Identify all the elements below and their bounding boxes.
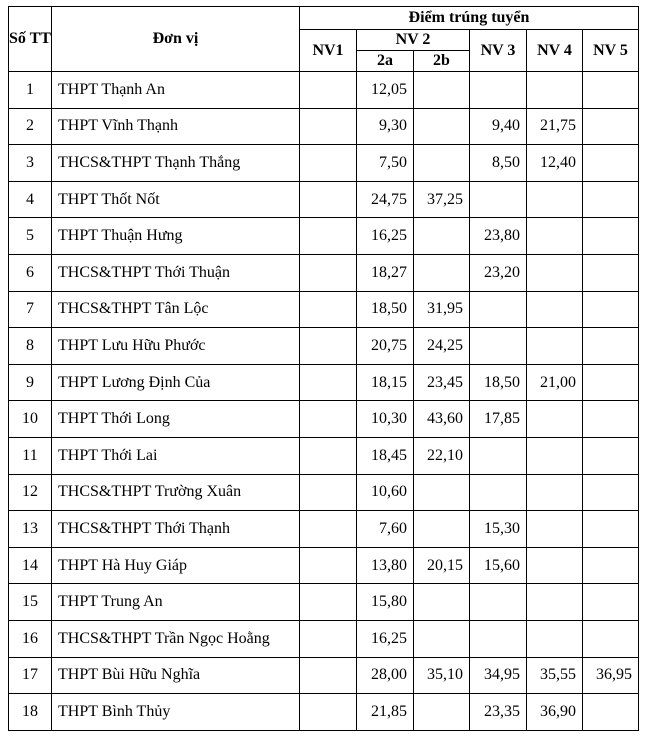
cell-stt: 6: [9, 254, 52, 291]
table-row: [9, 108, 639, 145]
table-row: [9, 328, 639, 365]
cell-nv2b: 31,95: [414, 291, 470, 328]
cell-nv1: [300, 291, 357, 328]
cell-nv3: 8,50: [470, 145, 527, 182]
cell-nv2a: 18,50: [357, 291, 414, 328]
cell-nv5: [583, 218, 639, 255]
cell-nv2b: [414, 511, 470, 548]
header-nv2a: 2a: [357, 51, 414, 72]
cell-don-vi: THCS&THPT Trần Ngọc Hoằng: [52, 620, 300, 657]
cell-nv4: [527, 401, 583, 438]
cell-nv3: [470, 474, 527, 511]
table-row: [9, 474, 639, 511]
cell-nv1: [300, 401, 357, 438]
cell-nv2b: [414, 145, 470, 182]
header-nv2b: 2b: [414, 51, 470, 72]
table-row: [9, 511, 639, 548]
cell-nv1: [300, 108, 357, 145]
cell-nv1: [300, 694, 357, 731]
table-row: [9, 145, 639, 182]
cell-nv2b: 23,45: [414, 364, 470, 401]
table-row: [9, 401, 639, 438]
cell-nv2b: [414, 72, 470, 109]
cell-stt: 3: [9, 145, 52, 182]
cell-nv4: [527, 218, 583, 255]
cell-nv2b: 35,10: [414, 657, 470, 694]
cell-nv4: [527, 254, 583, 291]
cell-nv5: [583, 364, 639, 401]
cell-don-vi: THPT Lưu Hữu Phước: [52, 328, 300, 365]
cell-stt: 2: [9, 108, 52, 145]
cell-stt: 13: [9, 511, 52, 548]
table-row: [9, 437, 639, 474]
cell-nv5: [583, 291, 639, 328]
cell-nv3: [470, 181, 527, 218]
cell-nv2a: 24,75: [357, 181, 414, 218]
cell-nv1: [300, 584, 357, 621]
cell-nv2a: 18,45: [357, 437, 414, 474]
header-stt: Số TT: [9, 7, 52, 72]
table-row: [9, 547, 639, 584]
cell-nv1: [300, 181, 357, 218]
table-row: [9, 218, 639, 255]
table-row: [9, 694, 639, 731]
cell-nv2a: 7,50: [357, 145, 414, 182]
cell-nv5: 36,95: [583, 657, 639, 694]
cell-nv4: 12,40: [527, 145, 583, 182]
cell-nv2b: 37,25: [414, 181, 470, 218]
header-nv2: NV 2: [357, 30, 470, 51]
cell-nv2b: [414, 694, 470, 731]
cell-stt: 15: [9, 584, 52, 621]
cell-don-vi: THPT Vĩnh Thạnh: [52, 108, 300, 145]
cell-don-vi: THPT Bùi Hữu Nghĩa: [52, 657, 300, 694]
cell-nv3: 23,80: [470, 218, 527, 255]
cell-nv5: [583, 474, 639, 511]
cell-don-vi: THPT Thới Lai: [52, 437, 300, 474]
cell-nv2b: 22,10: [414, 437, 470, 474]
cell-nv1: [300, 364, 357, 401]
cell-nv2a: 20,75: [357, 328, 414, 365]
cell-nv5: [583, 584, 639, 621]
cell-don-vi: THCS&THPT Thới Thạnh: [52, 511, 300, 548]
cell-nv4: [527, 620, 583, 657]
header-don-vi: Đơn vị: [52, 7, 300, 72]
cell-nv2b: 43,60: [414, 401, 470, 438]
cell-nv5: [583, 620, 639, 657]
cell-nv3: 15,60: [470, 547, 527, 584]
cell-nv4: [527, 72, 583, 109]
cell-nv1: [300, 254, 357, 291]
cell-nv5: [583, 254, 639, 291]
cell-nv3: 9,40: [470, 108, 527, 145]
cell-nv2a: 21,85: [357, 694, 414, 731]
cell-nv5: [583, 181, 639, 218]
cell-nv4: 35,55: [527, 657, 583, 694]
cell-nv1: [300, 474, 357, 511]
header-nv1: NV1: [300, 30, 357, 72]
cell-nv4: [527, 291, 583, 328]
cell-stt: 10: [9, 401, 52, 438]
cell-nv4: 21,00: [527, 364, 583, 401]
cell-nv3: [470, 437, 527, 474]
cell-nv1: [300, 620, 357, 657]
cell-nv2a: 13,80: [357, 547, 414, 584]
cell-nv3: 23,20: [470, 254, 527, 291]
table-row: [9, 620, 639, 657]
cell-nv5: [583, 108, 639, 145]
cell-nv2a: 9,30: [357, 108, 414, 145]
cell-nv2a: 18,27: [357, 254, 414, 291]
table-row: [9, 584, 639, 621]
cell-nv2b: [414, 108, 470, 145]
cell-nv2a: 16,25: [357, 620, 414, 657]
cell-nv3: 34,95: [470, 657, 527, 694]
cell-nv1: [300, 511, 357, 548]
cell-don-vi: THPT Bình Thủy: [52, 694, 300, 731]
table-row: [9, 254, 639, 291]
cell-stt: 17: [9, 657, 52, 694]
cell-nv1: [300, 72, 357, 109]
cell-nv2b: 20,15: [414, 547, 470, 584]
cell-don-vi: THCS&THPT Tân Lộc: [52, 291, 300, 328]
header-nv4: NV 4: [527, 30, 583, 72]
cell-don-vi: THCS&THPT Trường Xuân: [52, 474, 300, 511]
header-nv5: NV 5: [583, 30, 639, 72]
cell-nv5: [583, 145, 639, 182]
cell-nv2b: 24,25: [414, 328, 470, 365]
table-row: [9, 291, 639, 328]
cell-nv4: [527, 328, 583, 365]
cell-nv5: [583, 437, 639, 474]
table-row: [9, 181, 639, 218]
cell-stt: 4: [9, 181, 52, 218]
cell-nv4: 21,75: [527, 108, 583, 145]
cell-nv2a: 16,25: [357, 218, 414, 255]
cell-nv1: [300, 145, 357, 182]
cell-nv2a: 12,05: [357, 72, 414, 109]
cell-stt: 11: [9, 437, 52, 474]
cell-stt: 1: [9, 72, 52, 109]
cell-nv1: [300, 218, 357, 255]
cell-nv3: [470, 328, 527, 365]
cell-nv5: [583, 511, 639, 548]
cell-nv2a: 18,15: [357, 364, 414, 401]
cell-nv3: 18,50: [470, 364, 527, 401]
cell-stt: 8: [9, 328, 52, 365]
cell-don-vi: THPT Trung An: [52, 584, 300, 621]
cell-don-vi: THCS&THPT Thạnh Thắng: [52, 145, 300, 182]
header-diem-trung-tuyen: Điểm trúng tuyển: [300, 7, 639, 30]
cell-nv4: 36,90: [527, 694, 583, 731]
cell-nv2b: [414, 218, 470, 255]
cell-stt: 16: [9, 620, 52, 657]
header-nv3: NV 3: [470, 30, 527, 72]
cell-stt: 14: [9, 547, 52, 584]
cell-nv3: 15,30: [470, 511, 527, 548]
table-row: [9, 72, 639, 109]
cell-nv2a: 28,00: [357, 657, 414, 694]
cell-don-vi: THCS&THPT Thới Thuận: [52, 254, 300, 291]
cell-stt: 7: [9, 291, 52, 328]
cell-nv5: [583, 547, 639, 584]
cell-stt: 5: [9, 218, 52, 255]
cell-nv3: [470, 291, 527, 328]
cell-nv2a: 10,60: [357, 474, 414, 511]
cell-nv3: [470, 584, 527, 621]
cell-nv2b: [414, 474, 470, 511]
cell-stt: 9: [9, 364, 52, 401]
cell-nv4: [527, 547, 583, 584]
cell-nv2a: 10,30: [357, 401, 414, 438]
admission-scores-table: [8, 6, 639, 731]
cell-nv5: [583, 694, 639, 731]
cell-nv2a: 7,60: [357, 511, 414, 548]
table-body: [9, 72, 639, 731]
cell-nv3: [470, 620, 527, 657]
cell-don-vi: THPT Thuận Hưng: [52, 218, 300, 255]
cell-don-vi: THPT Thạnh An: [52, 72, 300, 109]
cell-nv5: [583, 401, 639, 438]
cell-nv3: [470, 72, 527, 109]
cell-don-vi: THPT Hà Huy Giáp: [52, 547, 300, 584]
cell-nv2a: 15,80: [357, 584, 414, 621]
cell-nv1: [300, 437, 357, 474]
cell-nv5: [583, 328, 639, 365]
cell-nv4: [527, 474, 583, 511]
cell-nv4: [527, 511, 583, 548]
cell-stt: 18: [9, 694, 52, 731]
cell-nv4: [527, 437, 583, 474]
cell-don-vi: THPT Lương Định Của: [52, 364, 300, 401]
table-row: [9, 657, 639, 694]
cell-don-vi: THPT Thốt Nốt: [52, 181, 300, 218]
cell-nv2b: [414, 254, 470, 291]
cell-nv2b: [414, 620, 470, 657]
cell-nv5: [583, 72, 639, 109]
cell-nv3: 23,35: [470, 694, 527, 731]
cell-nv4: [527, 584, 583, 621]
cell-nv2b: [414, 584, 470, 621]
cell-nv1: [300, 547, 357, 584]
cell-nv1: [300, 657, 357, 694]
cell-don-vi: THPT Thới Long: [52, 401, 300, 438]
cell-nv1: [300, 328, 357, 365]
cell-nv3: 17,85: [470, 401, 527, 438]
cell-stt: 12: [9, 474, 52, 511]
cell-nv4: [527, 181, 583, 218]
table-row: [9, 364, 639, 401]
